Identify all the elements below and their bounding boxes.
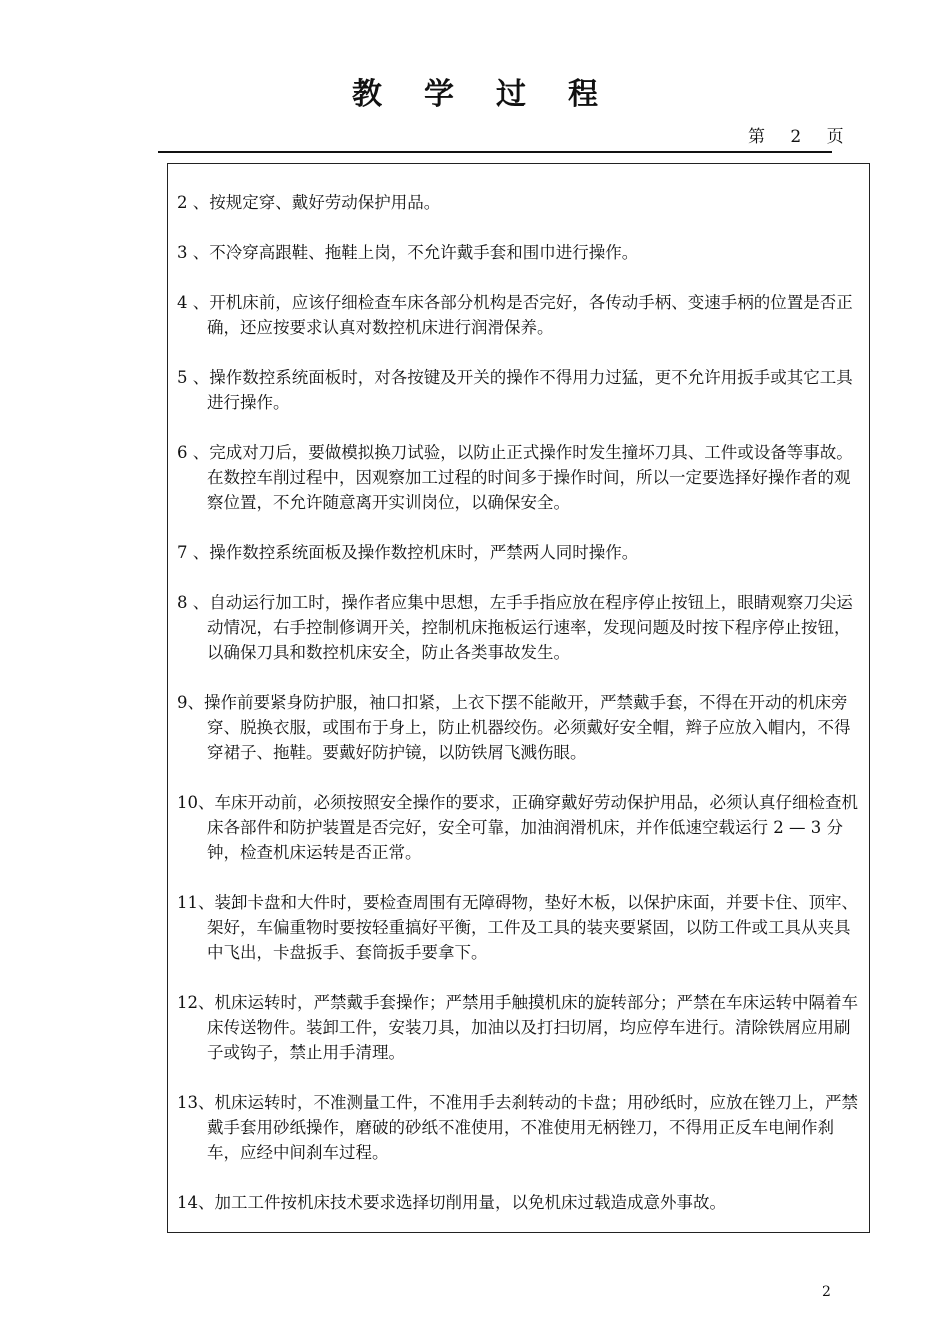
list-item-text: 6 、完成对刀后，要做模拟换刀试验，以防止正式操作时发生撞坏刀具、工件或设备等事故。 在数控车削过程中，因观察加工过程的时间多于操作时间，所以一定要选择好操作者的观察位置，不允许随意离开实训岗位，以确保安全。	[177, 443, 861, 512]
list-item-text: 14、加工工件按机床技术要求选择切削用量，以免机床过载造成意外事故。	[177, 1193, 726, 1212]
list-item-text: 2 、按规定穿、戴好劳动保护用品。	[177, 193, 441, 212]
list-item	[177, 690, 863, 765]
list-item	[177, 1190, 863, 1215]
list-item-text: 12、机床运转时，严禁戴手套操作；严禁用手触摸机床的旋转部分；严禁在车床运转中隔着车床传送物件。装卸工件，安装刀具，加油以及打扫切屑，均应停车进行。清除铁屑应用刷子或钩子，禁止用手清理。	[177, 993, 858, 1062]
header-rule	[158, 151, 832, 153]
list-item	[177, 290, 863, 340]
list-item-text: 5 、操作数控系统面板时，对各按键及开关的操作不得用力过猛，更不允许用扳手或其它工具进行操作。	[177, 368, 853, 412]
list-item	[177, 540, 863, 565]
list-item-text: 8 、自动运行加工时，操作者应集中思想，左手手指应放在程序停止按钮上，眼睛观察刀尖运动情况，右手控制修调开关，控制机床拖板运行速率，发现问题及时按下程序停止按钮，以确保刀具和数控机床安全，防止各类事故发生。	[177, 593, 853, 662]
list-item	[177, 240, 863, 265]
page-number-label: 第 2 页	[748, 127, 854, 147]
page-title: 教学过程	[352, 77, 640, 112]
list-item	[177, 790, 863, 865]
rules-list	[177, 190, 863, 1240]
list-item	[177, 1090, 863, 1165]
list-item-text: 11、装卸卡盘和大件时，要检查周围有无障碍物，垫好木板，以保护床面，并要卡住、顶牢、架好，车偏重物时要按轻重搞好平衡，工件及工具的装夹要紧固，以防工件或工具从夹具中飞出，卡盘扳手、套筒扳手要拿下。	[177, 893, 858, 962]
list-item	[177, 365, 863, 415]
list-item	[177, 990, 863, 1065]
list-item-text: 10、车床开动前，必须按照安全操作的要求，正确穿戴好劳动保护用品，必须认真仔细检查机床各部件和防护装置是否完好，安全可靠，加油润滑机床，并作低速空载运行 2 — 3 分钟，检查机床运转是否正常。	[177, 793, 858, 862]
list-item-text: 3 、不冷穿高跟鞋、拖鞋上岗，不允许戴手套和围巾进行操作。	[177, 243, 639, 262]
list-item-text: 4 、开机床前，应该仔细检查车床各部分机构是否完好，各传动手柄、变速手柄的位置是否正确，还应按要求认真对数控机床进行润滑保养。	[177, 293, 853, 337]
footer-page-number: 2	[822, 1284, 831, 1300]
content-box	[167, 163, 870, 1233]
list-item-text: 9、操作前要紧身防护服，袖口扣紧，上衣下摆不能敞开，严禁戴手套，不得在开动的机床旁穿、脱换衣服，或围布于身上，防止机器绞伤。必须戴好安全帽，辫子应放入帽内，不得穿裙子、拖鞋。要戴好防护镜，以防铁屑飞溅伤眼。	[177, 693, 851, 762]
list-item	[177, 440, 863, 515]
list-item	[177, 890, 863, 965]
list-item	[177, 590, 863, 665]
list-item	[177, 190, 863, 215]
list-item-text: 7 、操作数控系统面板及操作数控机床时，严禁两人同时操作。	[177, 543, 639, 562]
list-item-text: 13、机床运转时，不准测量工件，不准用手去刹转动的卡盘；用砂纸时，应放在锉刀上，严禁戴手套用砂纸操作，磨破的砂纸不准使用，不准使用无柄锉刀，不得用正反车电闸作刹车，应经中间刹车过程。	[177, 1093, 858, 1162]
